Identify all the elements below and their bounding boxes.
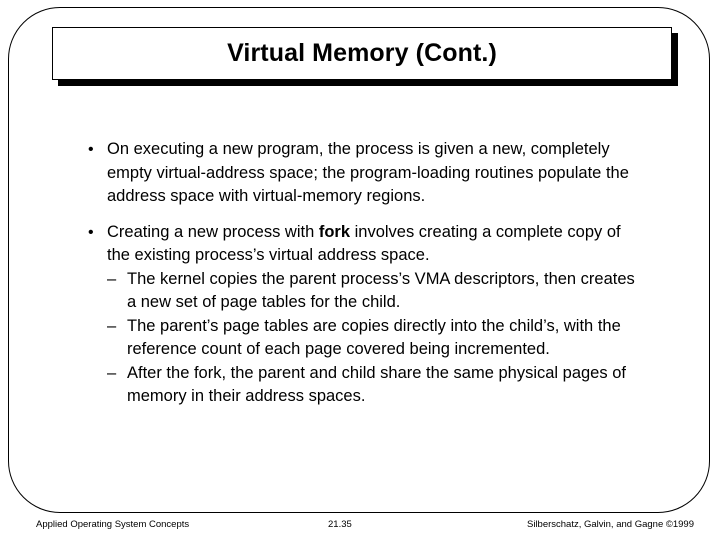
footer-page-number: 21.35: [328, 519, 352, 530]
footer-copyright: Silberschatz, Galvin, and Gagne ©1999: [526, 519, 694, 530]
sub-item: [107, 315, 648, 362]
title-box: [52, 27, 672, 80]
bullet-text: On executing a new program, the process is given a new, completely empty virtual-address space; the program-loading routines populate the address space with virtual-memory regions.: [107, 140, 629, 205]
footer-course: Applied Operating System Concepts: [36, 519, 190, 530]
bullet-text-after: involves creating a complete copy of the existing process’s virtual address space.: [107, 222, 621, 264]
bullet-dot: •: [88, 223, 94, 241]
bullet-text: [107, 221, 648, 268]
sub-text: After the fork, the parent and child share the same physical pages of memory in their address spaces.: [127, 363, 626, 405]
sub-text: The kernel copies the parent process’s VMA descriptors, then creates a new set of page tables for the child.: [127, 269, 635, 311]
slide-content: [88, 138, 648, 409]
bullet-dot: •: [88, 141, 94, 158]
sub-item: [107, 268, 648, 315]
bullet-item: [88, 221, 648, 268]
bullet-text-bold: fork: [318, 222, 351, 241]
sub-dash: –: [107, 316, 117, 335]
sub-item: [107, 362, 648, 409]
sub-text: The parent’s page tables are copies directly into the child’s, with the reference count of each page covered being incremented.: [127, 316, 621, 358]
sub-dash: –: [107, 269, 117, 288]
bullet-item: [88, 138, 648, 209]
slide-title: Virtual Memory (Cont.): [227, 39, 497, 67]
sub-dash: –: [107, 363, 117, 382]
bullet-text-before: Creating a new process with: [107, 222, 319, 241]
